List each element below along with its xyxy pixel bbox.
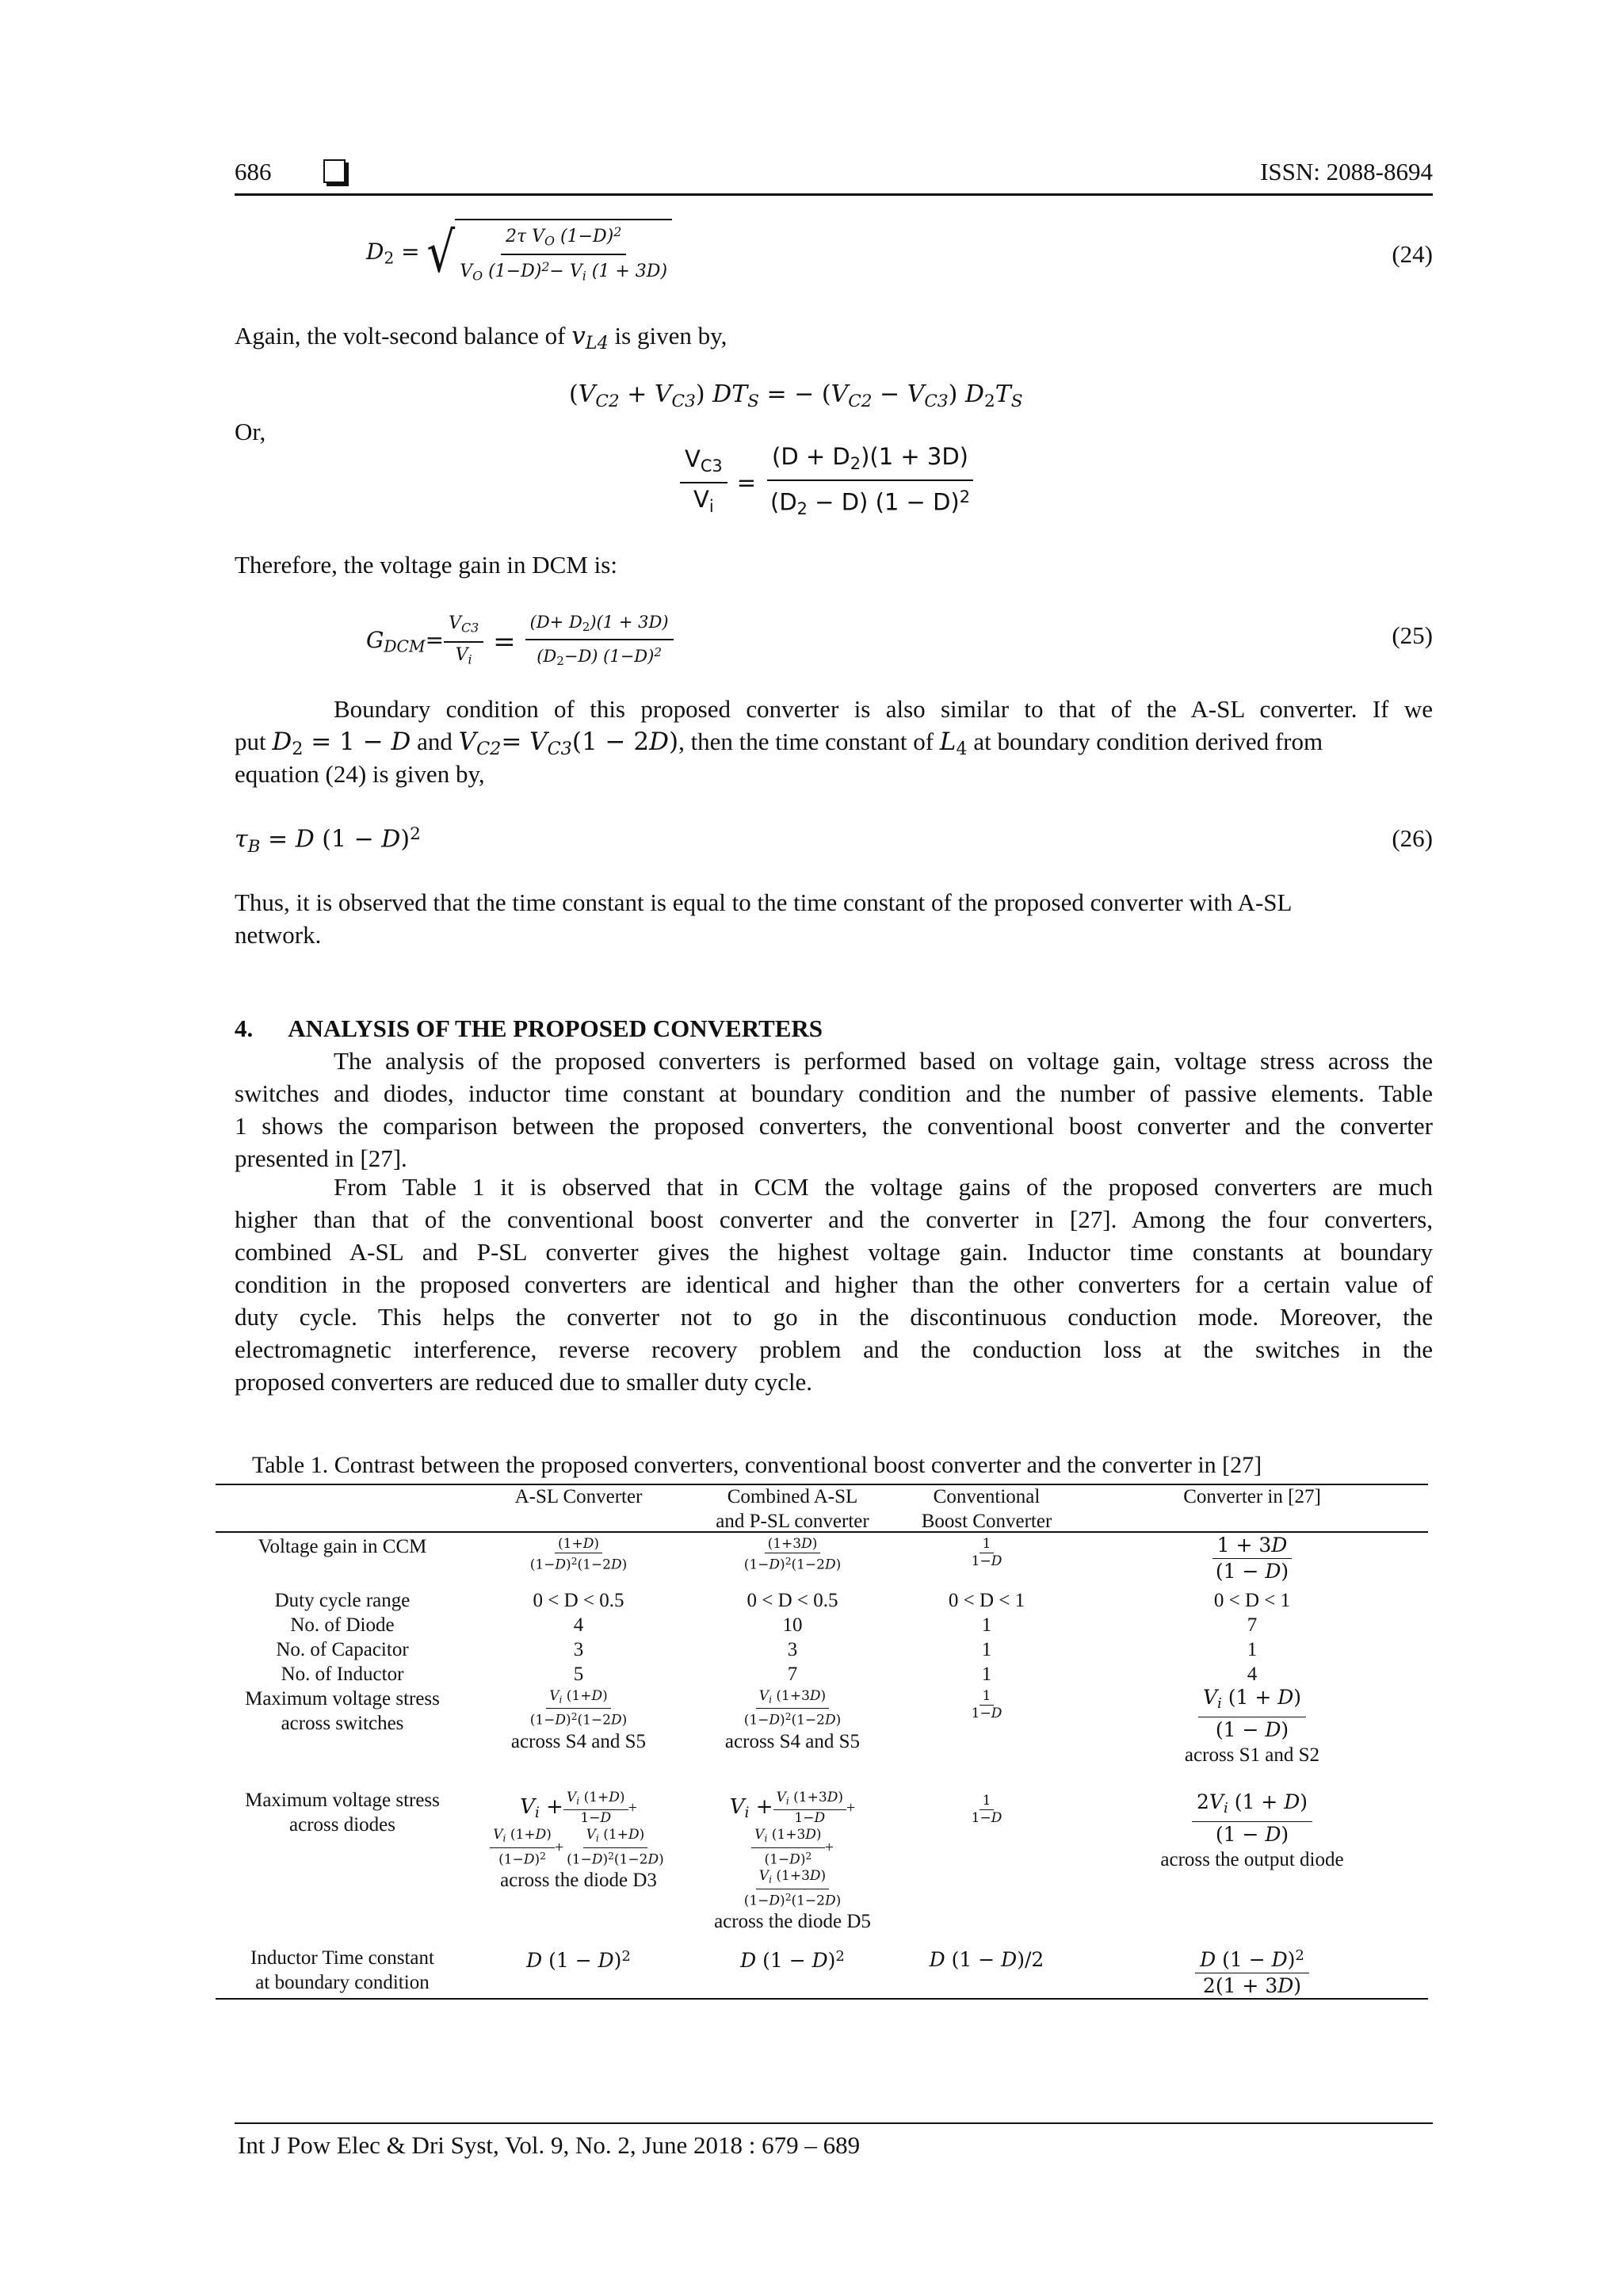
equation-volt-second: $(V_{C2} + V_{C3}) DT_S$ = − $(V_{C2} - V_{C3})$ $D_2T_S$: [569, 380, 1023, 412]
table-header-conventional: Conventional Boost Converter: [921, 1486, 1052, 1532]
paragraph-analysis: [235, 1045, 1433, 1175]
paragraph-boundary-2: put $D_2 = 1 - D$ and $V_{C2}= V_{C3}(1 - 2D)$, then the time constant of $L_4$ at boundary condition derived from: [235, 728, 1323, 760]
equation-vc3-ratio: $\frac{V_{C3}}{V_i}$ = $\frac{(D + D_2)(1 + 3D)}{(D_2 - D) (1 - D)^2}$: [680, 441, 975, 525]
inductor-converter27: 4: [1247, 1664, 1258, 1685]
analysis-line-1: The analysis of the proposed converters is performed based on voltage gain, voltage stress across the: [334, 1047, 1433, 1075]
discussion-line-2: higher than that of the conventional boost converter and the converter in [27]. Among the four converters,: [235, 1205, 1433, 1233]
row-label-vsw-line2: across switches: [281, 1713, 404, 1734]
row-label-capacitor: No. of Capacitor: [276, 1639, 409, 1660]
inductor-combined: 7: [787, 1664, 798, 1685]
vsw-conventional: $\frac{1}{1-D}$: [971, 1688, 1002, 1721]
inductor-asl: 5: [573, 1664, 584, 1685]
section-heading: 4. ANALYSIS OF THE PROPOSED CONVERTERS: [235, 1014, 823, 1042]
footer-rule: [235, 2122, 1433, 2124]
paragraph-thus-1: Thus, it is observed that the time constant is equal to the time constant of the proposed converter with A-SL: [235, 888, 1293, 916]
row-label-gain: Voltage gain in CCM: [258, 1536, 427, 1557]
gain-converter27: $\frac{1 + 3D}{(1 - D)}$: [1141, 1533, 1363, 1584]
analysis-line-2: switches and diodes, inductor time constant at boundary condition and the number of passive elements. Table: [235, 1079, 1433, 1107]
row-label-inductor: No. of Inductor: [281, 1664, 404, 1685]
row-label-vsw-line1: Maximum voltage stress: [245, 1688, 440, 1710]
table-header-combined: Combined A-SL and P-SL converter: [716, 1486, 869, 1532]
vsw-asl-note: across S4 and S5: [510, 1730, 647, 1752]
equation-26: $\tau_B = D$ $(1 - D)^2$: [235, 824, 421, 857]
equation-26-number: (26): [1392, 824, 1433, 852]
discussion-line-5: duty cycle. This helps the converter not to go in the discontinuous conduction mode. Moreover, the: [235, 1303, 1433, 1331]
row-label-tau-line2: at boundary condition: [255, 1972, 430, 1993]
vsw-combined-note: across S4 and S5: [724, 1730, 861, 1752]
paragraph-table-discussion: [235, 1171, 1433, 1398]
diode-asl: 4: [573, 1614, 584, 1636]
row-label-vd-line2: across diodes: [289, 1814, 395, 1836]
tau-converter27: $\frac{D (1 - D)^2}{2(1 + 3D)}$: [1141, 1943, 1363, 1999]
row-label-diode: No. of Diode: [290, 1614, 395, 1636]
paragraph-boundary-3: equation (24) is given by,: [235, 760, 485, 788]
duty-asl: 0 < D < 0.5: [533, 1590, 624, 1611]
tau-conventional: D (1 − D)/2: [929, 1948, 1044, 1971]
gain-conventional: $\frac{1}{1-D}$: [971, 1536, 1002, 1569]
diode-converter27: 7: [1247, 1614, 1258, 1636]
gain-combined: $\frac{(1+3D)}{(1-D)^2(1-2D)}$: [743, 1536, 842, 1573]
equation-25-number: (25): [1392, 621, 1433, 649]
equation-24: $D_2$ = √ $\frac{2\tau V_O (1-D)^2}{V_O (1-D)^2- V_i (1 + 3D)}$: [366, 219, 672, 288]
vd-asl: $V_i$ + $\frac{V_i (1+D)}{1-D}$ + $\frac{V_i (1+D)}{(1-D)^2}$ + $\frac{V_i (1+D)}{(1-D)^2(1-2D)}$ across the diode D3: [475, 1790, 682, 1893]
vd-combined-note: across the diode D5: [714, 1911, 871, 1933]
inductor-conventional: 1: [981, 1664, 992, 1685]
row-label-duty: Duty cycle range: [274, 1590, 411, 1611]
vd-asl-note: across the diode D3: [500, 1870, 657, 1892]
vd-conventional: $\frac{1}{1-D}$: [971, 1793, 1002, 1826]
issn: ISSN: 2088-8694: [1260, 158, 1433, 185]
table-header-converter27: Converter in [27]: [1183, 1486, 1321, 1507]
row-label-vd: [216, 1788, 469, 1837]
vsw-converter27: $\frac{V_i (1 + D)}{(1 - D)}$ across S1 and S2: [1141, 1685, 1363, 1767]
or-label: Or,: [235, 418, 266, 445]
row-label-vd-line1: Maximum voltage stress: [245, 1790, 440, 1811]
duty-combined: 0 < D < 0.5: [747, 1590, 838, 1611]
gain-asl: $\frac{(1+D)}{(1-D)^2(1-2D)}$: [529, 1536, 628, 1573]
table-header-asl: A-SL Converter: [514, 1486, 643, 1507]
table-caption: Table 1. Contrast between the proposed converters, conventional boost converter and the converter in [27]: [252, 1452, 1262, 1478]
header-rule: [235, 193, 1433, 196]
duty-conventional: 0 < D < 1: [948, 1590, 1025, 1611]
tau-asl: D $(1 - D)^2$: [526, 1948, 631, 1973]
analysis-line-4: presented in [27].: [235, 1144, 407, 1172]
discussion-line-3: combined A-SL and P-SL converter gives the highest voltage gain. Inductor time constants at boundary: [235, 1238, 1433, 1266]
discussion-line-4: condition in the proposed converters are identical and higher than the other converters for a certain value of: [235, 1270, 1433, 1298]
paragraph-therefore: Therefore, the voltage gain in DCM is:: [235, 551, 617, 579]
capacitor-conventional: 1: [981, 1639, 992, 1660]
row-label-tau: [216, 1946, 469, 1995]
equation-25: $G_{DCM}=$ $\frac{V_{C3}}{V_i}$ = $\frac{(D+ D_2)(1 + 3D)}{(D_2-D) (1-D)^2}$: [366, 610, 674, 673]
footer-citation: Int J Pow Elec & Dri Syst, Vol. 9, No. 2, June 2018 : 679 – 689: [238, 2131, 861, 2159]
tau-combined: D $(1 - D)^2$: [740, 1948, 845, 1973]
diode-conventional: 1: [981, 1614, 992, 1636]
capacitor-asl: 3: [573, 1639, 584, 1660]
page-number: 686: [235, 158, 272, 185]
vd-converter27-note: across the output diode: [1160, 1849, 1344, 1871]
row-label-tau-line1: Inductor Time constant: [250, 1947, 434, 1969]
vd-converter27: $\frac{2V_i (1 + D)}{(1 - D)}$ across the output diode: [1141, 1790, 1363, 1872]
discussion-line-6: electromagnetic interference, reverse recovery problem and the conduction loss at the switches in the: [235, 1335, 1433, 1363]
vd-combined: $V_i$ + $\frac{V_i (1+3D)}{1-D}$ + $\frac{V_i (1+3D)}{(1-D)^2}$ + $\frac{V_i (1+3D)}{(1-D)^2(1-2D)}$ across the diode D5: [689, 1790, 896, 1934]
discussion-line-7: proposed converters are reduced due to smaller duty cycle.: [235, 1368, 813, 1396]
paragraph-boundary-1: Boundary condition of this proposed converter is also similar to that of the A-SL converter. If we: [334, 695, 1433, 723]
row-label-vsw: [216, 1687, 469, 1736]
vsw-combined: $\frac{V_i (1+3D)}{(1-D)^2(1-2D)}$ across S4 and S5: [689, 1688, 896, 1754]
equation-24-number: (24): [1392, 240, 1433, 268]
diode-combined: 10: [782, 1614, 803, 1636]
paragraph-thus-2: network.: [235, 921, 322, 949]
paragraph-again: Again, the volt-second balance of $v_{L4}$ is given by,: [235, 322, 727, 354]
vsw-asl: $\frac{V_i (1+D)}{(1-D)^2(1-2D)}$ across S4 and S5: [475, 1688, 682, 1754]
capacitor-combined: 3: [787, 1639, 798, 1660]
capacitor-converter27: 1: [1247, 1639, 1258, 1660]
vsw-converter27-note: across S1 and S2: [1184, 1744, 1320, 1767]
duty-converter27: 0 < D < 1: [1213, 1590, 1291, 1611]
analysis-line-3: 1 shows the comparison between the proposed converters, the conventional boost converter and the converter: [235, 1112, 1433, 1140]
journal-box-icon: [323, 159, 346, 183]
discussion-line-1: From Table 1 it is observed that in CCM the voltage gains of the proposed converters are much: [334, 1173, 1433, 1201]
